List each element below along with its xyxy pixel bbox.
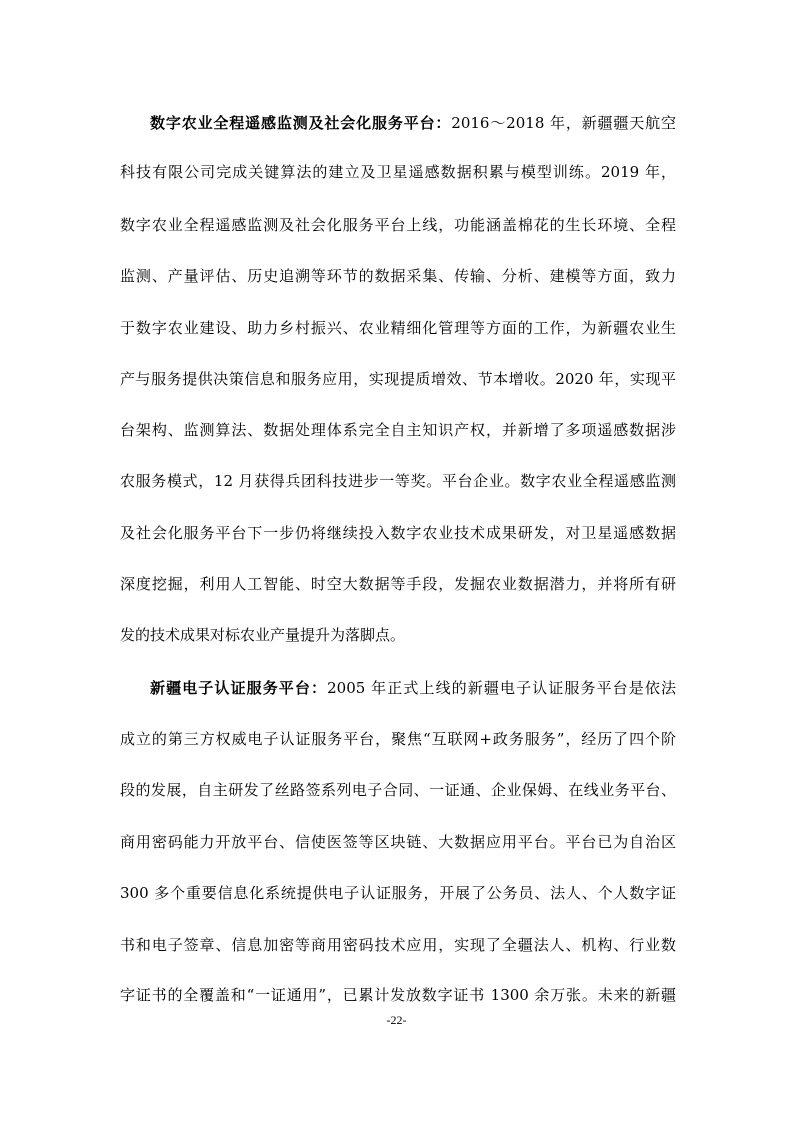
paragraph-1-line-2: 科技有限公司完成关键算法的建立及卫星遥感数据积累与模型训练。2019 年， bbox=[120, 163, 676, 181]
paragraph-2-line-3: 段的发展，自主研发了丝路签系列电子合同、一证通、企业保姆、在线业务平台、 bbox=[120, 781, 676, 799]
paragraph-2-line-5: 300 多个重要信息化系统提供电子认证服务，开展了公务员、法人、个人数字证 bbox=[120, 884, 676, 902]
paragraph-1-line-11: 发的技术成果对标农业产量提升为落脚点。 bbox=[120, 626, 406, 644]
paragraph-2-line-1-text: 2005 年正式上线的新疆电子认证服务平台是依法 bbox=[327, 679, 676, 697]
paragraph-1-line-5: 于数字农业建设、助力乡村振兴、农业精细化管理等方面的工作，为新疆农业生 bbox=[120, 319, 676, 337]
paragraph-1-line-1 bbox=[150, 113, 676, 133]
paragraph-2-line-2: 成立的第三方权威电子认证服务平台，聚焦“互联网+政务服务”，经历了四个阶 bbox=[120, 730, 676, 748]
paragraph-2-line-7: 字证书的全覆盖和“一证通用”，已累计发放数字证书 1300 余万张。未来的新疆 bbox=[120, 986, 676, 1004]
paragraph-1-line-9: 及社会化服务平台下一步仍将继续投入数字农业技术成果研发，对卫星遥感数据 bbox=[120, 524, 676, 542]
paragraph-1-line-8: 农服务模式，12 月获得兵团科技进步一等奖。平台企业。数字农业全程遥感监测 bbox=[120, 472, 676, 490]
paragraph-2-line-1 bbox=[150, 678, 676, 698]
paragraph-1-line-10: 深度挖掘，利用人工智能、时空大数据等手段，发掘农业数据潜力，并将所有研 bbox=[120, 575, 676, 593]
paragraph-2-line-4: 商用密码能力开放平台、信使医签等区块链、大数据应用平台。平台已为自治区 bbox=[120, 833, 676, 851]
page-number: -22- bbox=[386, 1013, 407, 1027]
paragraph-1-line-7: 台架构、监测算法、数据处理体系完全自主知识产权，并新增了多项遥感数据涉 bbox=[120, 421, 676, 439]
paragraph-1-line-1-text: 2016～2018 年，新疆疆天航空 bbox=[451, 114, 676, 132]
paragraph-1-line-3: 数字农业全程遥感监测及社会化服务平台上线，功能涵盖棉花的生长环境、全程 bbox=[120, 216, 676, 234]
paragraph-1-line-4: 监测、产量评估、历史追溯等环节的数据采集、传输、分析、建模等方面，致力 bbox=[120, 267, 676, 285]
paragraph-2-line-6: 书和电子签章、信息加密等商用密码技术应用，实现了全疆法人、机构、行业数 bbox=[120, 936, 676, 954]
paragraph-2-heading: 新疆电子认证服务平台： bbox=[150, 679, 328, 697]
paragraph-1-line-6: 产与服务提供决策信息和服务应用，实现提质增效、节本增收。2020 年，实现平 bbox=[120, 370, 676, 388]
paragraph-1-heading: 数字农业全程遥感监测及社会化服务平台： bbox=[150, 114, 452, 132]
